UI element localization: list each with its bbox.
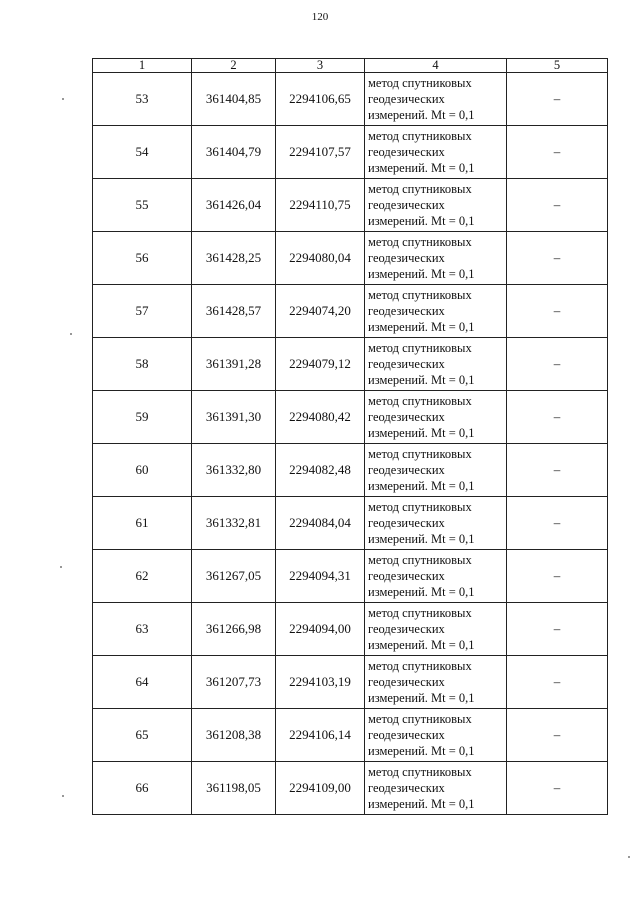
method-line: геодезических (368, 728, 445, 742)
table-row (93, 550, 608, 603)
method-line: метод спутниковых (368, 394, 472, 408)
point-number-cell: 60 (93, 444, 192, 497)
table-row (93, 338, 608, 391)
scan-speck (62, 98, 64, 100)
table-row (93, 285, 608, 338)
note-cell: – (507, 444, 608, 497)
table-row (93, 179, 608, 232)
note-cell: – (507, 285, 608, 338)
method-cell (365, 179, 507, 232)
point-number-cell: 66 (93, 762, 192, 815)
scan-speck (60, 566, 62, 568)
method-line: метод спутниковых (368, 659, 472, 673)
x-coordinate-cell: 361391,28 (192, 338, 276, 391)
method-cell (365, 497, 507, 550)
table-row (93, 497, 608, 550)
note-cell: – (507, 603, 608, 656)
method-line: геодезических (368, 516, 445, 530)
method-line: геодезических (368, 145, 445, 159)
y-coordinate-cell: 2294094,00 (276, 603, 365, 656)
note-cell: – (507, 179, 608, 232)
point-number-cell: 55 (93, 179, 192, 232)
point-number-cell: 59 (93, 391, 192, 444)
x-coordinate-cell: 361208,38 (192, 709, 276, 762)
method-line: измерений. Mt = 0,1 (368, 691, 475, 705)
point-number-cell: 54 (93, 126, 192, 179)
method-line: геодезических (368, 198, 445, 212)
note-cell: – (507, 762, 608, 815)
method-line: геодезических (368, 251, 445, 265)
method-line: геодезических (368, 357, 445, 371)
note-cell: – (507, 550, 608, 603)
table-row (93, 709, 608, 762)
point-number-cell: 63 (93, 603, 192, 656)
point-number-cell: 62 (93, 550, 192, 603)
y-coordinate-cell: 2294094,31 (276, 550, 365, 603)
method-line: геодезических (368, 675, 445, 689)
method-cell (365, 285, 507, 338)
method-line: измерений. Mt = 0,1 (368, 373, 475, 387)
method-line: метод спутниковых (368, 182, 472, 196)
method-line: метод спутниковых (368, 553, 472, 567)
method-cell (365, 550, 507, 603)
method-line: измерений. Mt = 0,1 (368, 585, 475, 599)
method-cell (365, 444, 507, 497)
point-number-cell: 65 (93, 709, 192, 762)
method-line: метод спутниковых (368, 235, 472, 249)
y-coordinate-cell: 2294080,04 (276, 232, 365, 285)
y-coordinate-cell: 2294110,75 (276, 179, 365, 232)
method-line: измерений. Mt = 0,1 (368, 267, 475, 281)
method-cell (365, 338, 507, 391)
method-line: геодезических (368, 463, 445, 477)
method-line: измерений. Mt = 0,1 (368, 532, 475, 546)
x-coordinate-cell: 361198,05 (192, 762, 276, 815)
column-header-3: 3 (276, 59, 365, 73)
point-number-cell: 58 (93, 338, 192, 391)
x-coordinate-cell: 361267,05 (192, 550, 276, 603)
method-line: метод спутниковых (368, 500, 472, 514)
point-number-cell: 53 (93, 73, 192, 126)
point-number-cell: 61 (93, 497, 192, 550)
method-line: измерений. Mt = 0,1 (368, 426, 475, 440)
column-header-1: 1 (93, 59, 192, 73)
method-line: метод спутниковых (368, 76, 472, 90)
y-coordinate-cell: 2294082,48 (276, 444, 365, 497)
method-line: метод спутниковых (368, 129, 472, 143)
note-cell: – (507, 497, 608, 550)
y-coordinate-cell: 2294106,65 (276, 73, 365, 126)
method-line: измерений. Mt = 0,1 (368, 638, 475, 652)
scan-speck (62, 795, 64, 797)
note-cell: – (507, 73, 608, 126)
method-line: метод спутниковых (368, 712, 472, 726)
y-coordinate-cell: 2294103,19 (276, 656, 365, 709)
method-line: измерений. Mt = 0,1 (368, 320, 475, 334)
method-cell (365, 709, 507, 762)
table-row (93, 656, 608, 709)
y-coordinate-cell: 2294074,20 (276, 285, 365, 338)
table-row (93, 391, 608, 444)
note-cell: – (507, 709, 608, 762)
x-coordinate-cell: 361404,79 (192, 126, 276, 179)
x-coordinate-cell: 361404,85 (192, 73, 276, 126)
page-number: 120 (311, 11, 329, 23)
point-number-cell: 64 (93, 656, 192, 709)
method-line: измерений. Mt = 0,1 (368, 479, 475, 493)
table-row (93, 444, 608, 497)
point-number-cell: 57 (93, 285, 192, 338)
method-line: измерений. Mt = 0,1 (368, 214, 475, 228)
method-cell (365, 603, 507, 656)
point-number-cell: 56 (93, 232, 192, 285)
x-coordinate-cell: 361332,80 (192, 444, 276, 497)
method-cell (365, 73, 507, 126)
x-coordinate-cell: 361428,57 (192, 285, 276, 338)
y-coordinate-cell: 2294107,57 (276, 126, 365, 179)
method-cell (365, 762, 507, 815)
note-cell: – (507, 656, 608, 709)
x-coordinate-cell: 361391,30 (192, 391, 276, 444)
table-row (93, 232, 608, 285)
x-coordinate-cell: 361428,25 (192, 232, 276, 285)
method-cell (365, 126, 507, 179)
method-line: измерений. Mt = 0,1 (368, 797, 475, 811)
table-row (93, 126, 608, 179)
y-coordinate-cell: 2294109,00 (276, 762, 365, 815)
column-header-2: 2 (192, 59, 276, 73)
method-cell (365, 232, 507, 285)
method-line: измерений. Mt = 0,1 (368, 744, 475, 758)
table-row (93, 603, 608, 656)
method-line: геодезических (368, 92, 445, 106)
y-coordinate-cell: 2294084,04 (276, 497, 365, 550)
scan-speck (70, 333, 72, 335)
method-line: измерений. Mt = 0,1 (368, 108, 475, 122)
method-line: геодезических (368, 410, 445, 424)
y-coordinate-cell: 2294106,14 (276, 709, 365, 762)
table-row (93, 762, 608, 815)
note-cell: – (507, 232, 608, 285)
method-line: метод спутниковых (368, 341, 472, 355)
column-header-5: 5 (507, 59, 608, 73)
method-line: метод спутниковых (368, 765, 472, 779)
table-body (93, 73, 608, 815)
y-coordinate-cell: 2294079,12 (276, 338, 365, 391)
method-line: метод спутниковых (368, 447, 472, 461)
y-coordinate-cell: 2294080,42 (276, 391, 365, 444)
method-line: метод спутниковых (368, 288, 472, 302)
coordinates-table (92, 58, 608, 815)
method-cell (365, 391, 507, 444)
table-row (93, 73, 608, 126)
method-cell (365, 656, 507, 709)
method-line: геодезических (368, 569, 445, 583)
method-line: метод спутниковых (368, 606, 472, 620)
x-coordinate-cell: 361207,73 (192, 656, 276, 709)
note-cell: – (507, 126, 608, 179)
x-coordinate-cell: 361332,81 (192, 497, 276, 550)
table-header-row (93, 59, 608, 73)
note-cell: – (507, 338, 608, 391)
column-header-4: 4 (365, 59, 507, 73)
x-coordinate-cell: 361266,98 (192, 603, 276, 656)
method-line: измерений. Mt = 0,1 (368, 161, 475, 175)
note-cell: – (507, 391, 608, 444)
x-coordinate-cell: 361426,04 (192, 179, 276, 232)
method-line: геодезических (368, 781, 445, 795)
method-line: геодезических (368, 304, 445, 318)
method-line: геодезических (368, 622, 445, 636)
scan-speck (628, 856, 630, 858)
